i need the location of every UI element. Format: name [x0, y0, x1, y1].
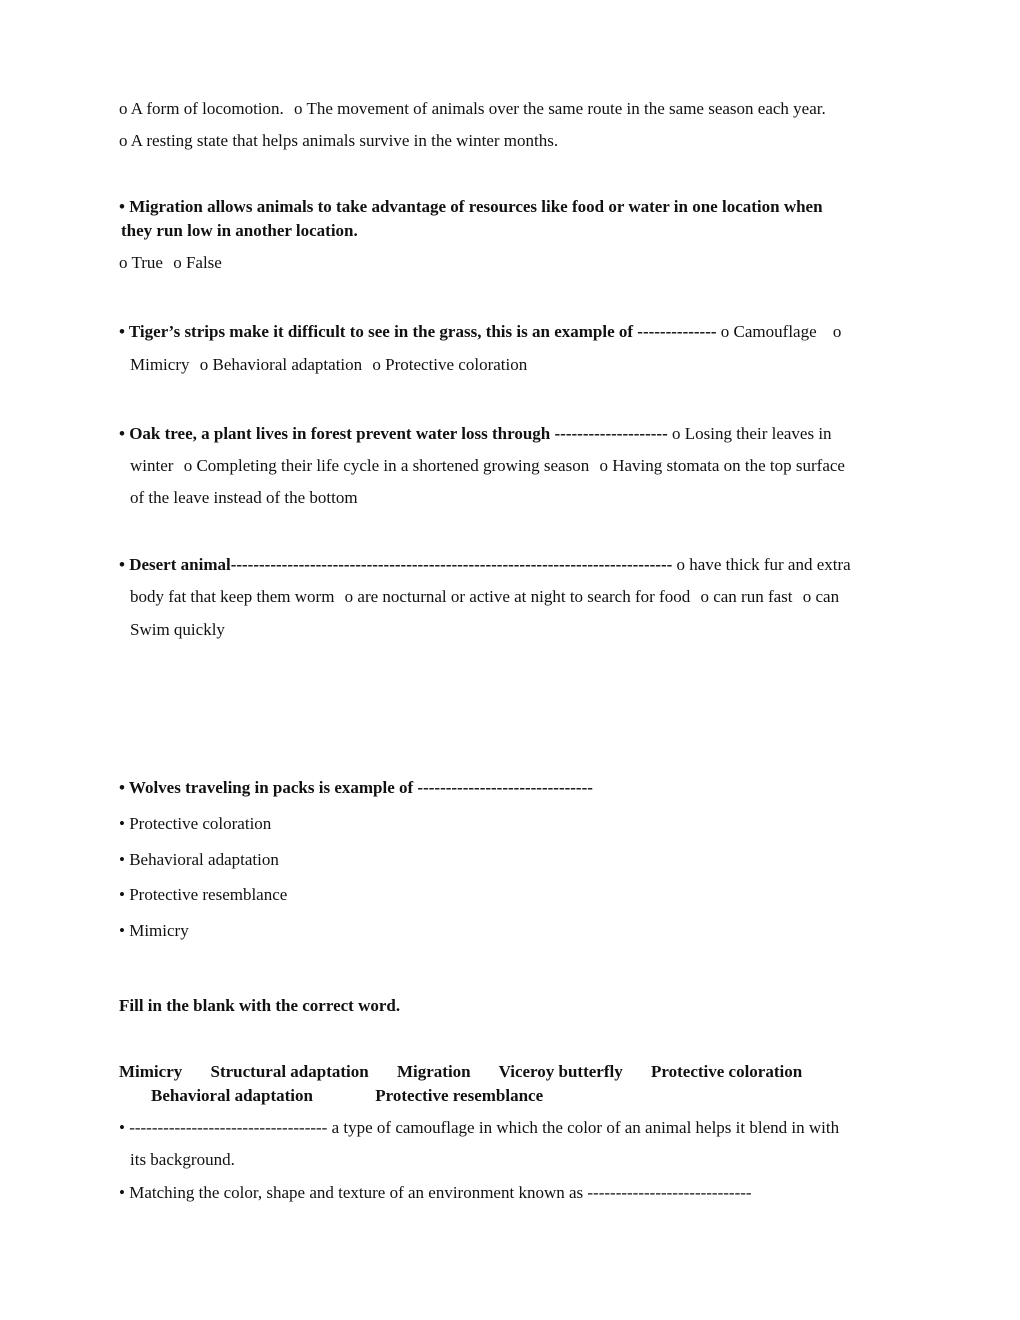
option-nocturnal: o are nocturnal or active at night to search for food	[344, 587, 691, 606]
option-false: o False	[173, 253, 222, 272]
word-protective-resemblance: Protective resemblance	[375, 1086, 544, 1105]
word-bank-row1	[119, 1061, 802, 1083]
word-viceroy-butterfly: Viceroy butterfly	[498, 1062, 623, 1081]
desert-question-line1	[119, 554, 851, 576]
option-thick-fur: o have thick fur and extra	[676, 555, 851, 574]
option-camouflage: o Camouflage	[720, 322, 817, 341]
option-behavioral-adaptation: o Behavioral adaptation	[199, 355, 363, 374]
migration-def-options-line1	[119, 98, 826, 120]
option-protective-coloration: o Protective coloration	[372, 355, 528, 374]
tiger-question-line2	[130, 354, 527, 376]
oak-question-text: • Oak tree, a plant lives in forest prevent water loss through --------------------	[119, 424, 668, 443]
option-mimicry: Mimicry	[130, 355, 190, 374]
oak-question-line2	[130, 455, 845, 477]
wolves-option-protective-coloration: • Protective coloration	[119, 814, 272, 833]
word-migration: Migration	[396, 1062, 471, 1081]
question-migration-line2: they run low in another location.	[121, 221, 358, 240]
option-can: o can	[802, 587, 840, 606]
fill-item2: • Matching the color, shape and texture of an environment known as -----------------------------	[119, 1183, 752, 1202]
wolves-option-behavioral-adaptation: • Behavioral adaptation	[119, 850, 279, 869]
question-migration-line1: • Migration allows animals to take advantage of resources like food or water in one location when	[119, 197, 823, 216]
fill-item1-line1: • ----------------------------------- a type of camouflage in which the color of an animal helps it blend in with	[119, 1118, 840, 1137]
oak-question-line3: of the leave instead of the bottom	[130, 488, 358, 507]
option-stomata: o Having stomata on the top surface	[599, 456, 845, 475]
fill-blank-heading: Fill in the blank with the correct word.	[119, 996, 401, 1015]
option-winter: winter	[130, 456, 174, 475]
desert-question-line2	[130, 586, 839, 608]
tiger-question-line1	[119, 321, 841, 343]
wolves-option-protective-resemblance: • Protective resemblance	[119, 885, 288, 904]
true-false-options	[119, 252, 222, 274]
desert-question-line3: Swim quickly	[130, 620, 225, 639]
fill-item1-line2: its background.	[130, 1150, 235, 1169]
option-life-cycle: o Completing their life cycle in a shortened growing season	[183, 456, 590, 475]
option-locomotion: o A form of locomotion.	[119, 99, 284, 118]
oak-question-line1	[119, 423, 832, 445]
option-true: o True	[119, 253, 163, 272]
word-bank-row2	[151, 1085, 543, 1107]
word-mimicry: Mimicry	[119, 1062, 183, 1081]
word-behavioral-adaptation: Behavioral adaptation	[151, 1086, 313, 1105]
option-marker: o	[832, 322, 842, 341]
wolves-option-mimicry: • Mimicry	[119, 921, 189, 940]
option-losing-leaves: o Losing their leaves in	[671, 424, 832, 443]
wolves-question: • Wolves traveling in packs is example of -------------------------------	[119, 778, 593, 797]
option-body-fat: body fat that keep them worm	[130, 587, 335, 606]
desert-question-text: • Desert animal------------------------------------------------------------------------------	[119, 555, 673, 574]
tiger-question-text: • Tiger’s strips make it difficult to see in the grass, this is an example of --------------	[119, 322, 717, 341]
word-structural-adaptation: Structural adaptation	[210, 1062, 369, 1081]
option-run-fast: o can run fast	[700, 587, 793, 606]
option-resting-state: o A resting state that helps animals survive in the winter months.	[119, 131, 559, 150]
word-protective-coloration: Protective coloration	[650, 1062, 803, 1081]
option-movement-route: o The movement of animals over the same route in the same season each year.	[294, 99, 826, 118]
